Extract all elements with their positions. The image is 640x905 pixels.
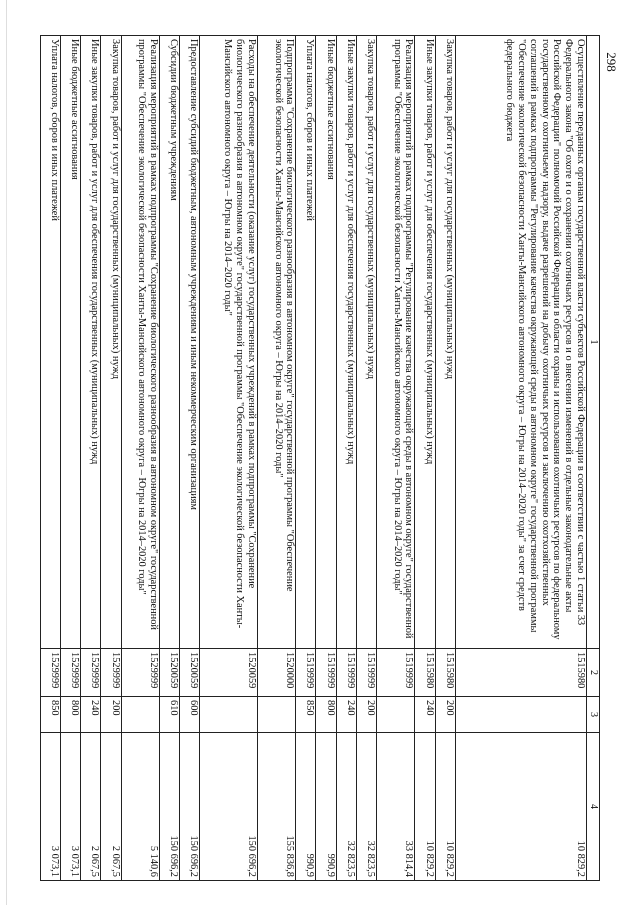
row-name: Иные закупки товаров, работ и услуг для обеспечения государственных (муниципальных) нужд xyxy=(81,36,101,649)
row-name: Иные закупки товаров, работ и услуг для обеспечения государственных (муниципальных) нужд xyxy=(336,36,356,649)
header-col-4: 4 xyxy=(587,733,600,881)
row-amount: 3 073,1 xyxy=(41,733,61,881)
row-target-code: 1529999 xyxy=(61,649,81,697)
row-name: Реализация мероприятий в рамках подпрограммы "Сохранение биологического разнообразия в автономном округе" государственной программы "Обеспечение экологической безопасности Ханты-Мансийского автономного округа – Югры на 2014–2020 годы" xyxy=(121,36,160,649)
row-expense-type: 850 xyxy=(41,697,61,733)
row-target-code: 1529999 xyxy=(41,649,61,697)
row-expense-type xyxy=(376,697,415,733)
table-row xyxy=(61,36,81,881)
row-expense-type: 600 xyxy=(180,697,200,733)
table-row xyxy=(180,36,200,881)
table-row xyxy=(376,36,415,881)
row-amount: 5 140,6 xyxy=(121,733,160,881)
header-col-3: 3 xyxy=(587,697,600,733)
table-row xyxy=(200,36,257,881)
row-expense-type: 240 xyxy=(336,697,356,733)
row-target-code: 1519999 xyxy=(336,649,356,697)
row-amount: 3 073,1 xyxy=(61,733,81,881)
row-amount: 990,9 xyxy=(296,733,316,881)
page-number: 298 xyxy=(603,52,619,72)
budget-table xyxy=(40,35,600,881)
scan-edge xyxy=(6,0,7,905)
row-name: Субсидии бюджетным учреждениям xyxy=(160,36,180,649)
table-row xyxy=(316,36,336,881)
row-amount: 150 696,2 xyxy=(160,733,180,881)
row-target-code: 1515980 xyxy=(455,649,586,697)
row-name: Уплата налогов, сборов и иных платежей xyxy=(296,36,316,649)
table-row xyxy=(455,36,586,881)
row-name: Уплата налогов, сборов и иных платежей xyxy=(41,36,61,649)
row-target-code: 1520059 xyxy=(180,649,200,697)
row-name: Закупка товаров, работ и услуг для государственных (муниципальных) нужд xyxy=(435,36,455,649)
row-expense-type xyxy=(257,697,296,733)
table-row xyxy=(336,36,356,881)
row-expense-type: 200 xyxy=(435,697,455,733)
row-amount: 990,9 xyxy=(316,733,336,881)
row-expense-type xyxy=(121,697,160,733)
row-name: Иные закупки товаров, работ и услуг для обеспечения государственных (муниципальных) нужд xyxy=(415,36,435,649)
row-target-code: 1529999 xyxy=(81,649,101,697)
table-row xyxy=(257,36,296,881)
row-amount: 32 823,5 xyxy=(356,733,376,881)
row-amount: 155 836,8 xyxy=(257,733,296,881)
row-amount: 150 696,2 xyxy=(200,733,257,881)
row-name: Расходы на обеспечение деятельности (оказание услуг) государственных учреждений в рамках подпрограммы "Сохранение биологического разнообразия в автономном округе" государственной программы "Обеспечение экологической безопасности Ханты-Мансийского автономного округа – Югры на 2014–2020 годы" xyxy=(200,36,257,649)
row-name: Закупка товаров, работ и услуг для государственных (муниципальных) нужд xyxy=(101,36,121,649)
table-row xyxy=(415,36,435,881)
table-row xyxy=(296,36,316,881)
row-target-code: 1515980 xyxy=(415,649,435,697)
row-name: Иные бюджетные ассигнования xyxy=(61,36,81,649)
table-row xyxy=(160,36,180,881)
row-name: Предоставление субсидий бюджетным, автономным учреждениям и иным некоммерческим организациям xyxy=(180,36,200,649)
row-target-code: 1515980 xyxy=(435,649,455,697)
row-name: Закупка товаров, работ и услуг для государственных (муниципальных) нужд xyxy=(356,36,376,649)
table-row xyxy=(435,36,455,881)
row-expense-type: 240 xyxy=(415,697,435,733)
row-target-code: 1519999 xyxy=(316,649,336,697)
table-row xyxy=(121,36,160,881)
row-amount: 32 823,5 xyxy=(336,733,356,881)
row-target-code: 1520059 xyxy=(200,649,257,697)
table-row xyxy=(81,36,101,881)
row-target-code: 1529999 xyxy=(121,649,160,697)
row-amount: 10 829,2 xyxy=(415,733,435,881)
row-target-code: 1519999 xyxy=(356,649,376,697)
row-expense-type: 240 xyxy=(81,697,101,733)
header-row xyxy=(587,36,600,881)
row-target-code: 1519999 xyxy=(296,649,316,697)
header-col-1: 1 xyxy=(587,36,600,649)
row-amount: 150 696,2 xyxy=(180,733,200,881)
row-expense-type: 850 xyxy=(296,697,316,733)
row-expense-type: 200 xyxy=(101,697,121,733)
header-col-2: 2 xyxy=(587,649,600,697)
row-expense-type xyxy=(200,697,257,733)
row-expense-type: 200 xyxy=(356,697,376,733)
row-expense-type: 610 xyxy=(160,697,180,733)
row-target-code: 1520059 xyxy=(160,649,180,697)
row-amount: 10 829,2 xyxy=(435,733,455,881)
table-body xyxy=(41,36,587,881)
row-name: Осуществление переданных органам государственной власти субъектов Российской Федерации в соответствии с частью 1 статьи 33 Федерального закона "Об охоте и о сохранении охотничьих ресурсов и о внесении изменений в отдельные законодательные акты Российской Федерации" полномочий Российской Федерации в области охраны и использования охотничьих ресурсов по федеральному государственному охотничьему надзору, выдаче разрешений на добычу охотничьих ресурсов и заключению охотхозяйственных соглашений в рамках подпрограммы "Регулирование качества окружающей среды в автономном округе" государственной программы "Обеспечение экологической безопасности Ханты-Мансийского автономного округа – Югры на 2014–2020 годы" за счет средств федерального бюджета xyxy=(455,36,586,649)
row-expense-type: 800 xyxy=(316,697,336,733)
row-name: Иные бюджетные ассигнования xyxy=(316,36,336,649)
row-target-code: 1529999 xyxy=(101,649,121,697)
rotated-page xyxy=(40,35,600,880)
row-target-code: 1519999 xyxy=(376,649,415,697)
table-row xyxy=(41,36,61,881)
row-amount: 33 814,4 xyxy=(376,733,415,881)
row-amount: 10 829,2 xyxy=(455,733,586,881)
row-amount: 2 067,5 xyxy=(81,733,101,881)
table-row xyxy=(101,36,121,881)
table-row xyxy=(356,36,376,881)
row-amount: 2 067,5 xyxy=(101,733,121,881)
row-expense-type xyxy=(455,697,586,733)
row-target-code: 1520000 xyxy=(257,649,296,697)
row-expense-type: 800 xyxy=(61,697,81,733)
row-name: Подпрограмма "Сохранение биологического разнообразия в автономном округе" государственной программы "Обеспечение экологической безопасности Ханты-Мансийского автономного округа – Югры на 2014–2020 годы" xyxy=(257,36,296,649)
row-name: Реализация мероприятий в рамках подпрограммы "Регулирование качества окружающей среды в автономном округе" государственной программы "Обеспечение экологической безопасности Ханты-Мансийского автономного округа – Югры на 2014–2020 годы" xyxy=(376,36,415,649)
